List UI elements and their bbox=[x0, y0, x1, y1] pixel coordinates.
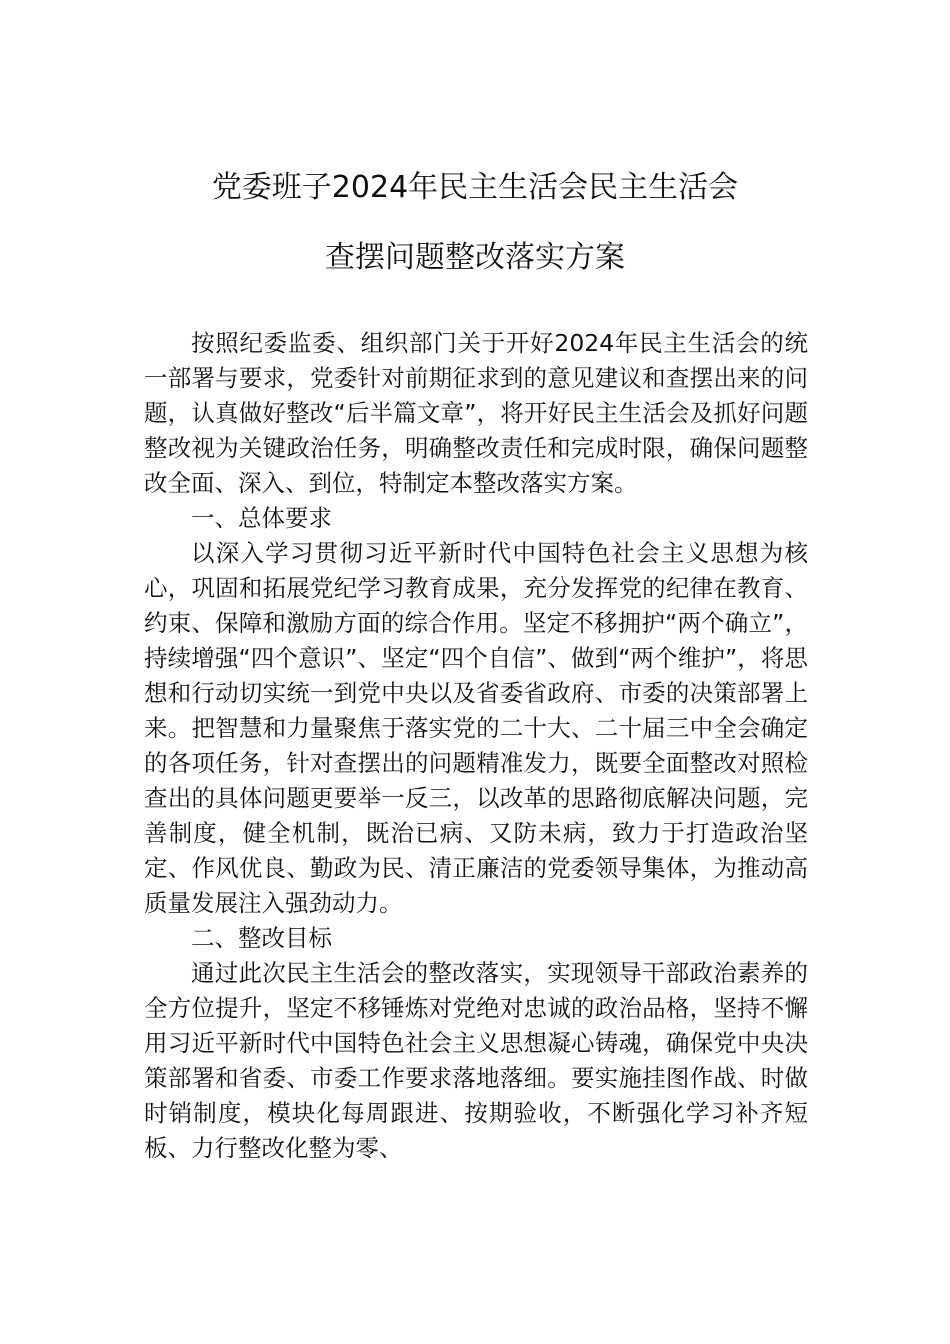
section-heading-general-requirements: 一、总体要求 bbox=[191, 504, 332, 532]
intro-paragraph: 按照纪委监委、组织部门关于开好2024年民主生活会的统一部署与要求，党委针对前期征求到的意见建议和查摆出来的问题，认真做好整改“后半篇文章”，将开好民主生活会及抓好问题整改视为关键政治任务，明确整改责任和完成时限，确保问题整改全面、深入、到位，特制定本整改落实方案。 bbox=[144, 329, 808, 497]
document-title-line-2: 查摆问题整改落实方案 bbox=[325, 240, 625, 275]
general-requirements-paragraph: 以深入学习贯彻习近平新时代中国特色社会主义思想为核心，巩固和拓展党纪学习教育成果，充分发挥党的纪律在教育、约束、保障和激励方面的综合作用。坚定不移拥护“两个确立”，持续增强“四个意识”、坚定“四个自信”、做到“两个维护”，将思想和行动切实统一到党中央以及省委省政府、市委的决策部署上来。把智慧和力量聚焦于落实党的二十大、二十届三中全会确定的各项任务，针对查摆出的问题精准发力，既要全面整改对照检查出的具体问题更要举一反三，以改革的思路彻底解决问题，完善制度，健全机制，既治已病、又防未病，致力于打造政治坚定、作风优良、勤政为民、清正廉洁的党委领导集体，为推动高质量发展注入强劲动力。 bbox=[144, 539, 808, 917]
section-heading-rectification-goals: 二、整改目标 bbox=[191, 924, 332, 952]
rectification-goals-paragraph: 通过此次民主生活会的整改落实，实现领导干部政治素养的全方位提升，坚定不移锤炼对党绝对忠诚的政治品格，坚持不懈用习近平新时代中国特色社会主义思想凝心铸魂，确保党中央决策部署和省委、市委工作要求落地落细。要实施挂图作战、时做时销制度，模块化每周跟进、按期验收，不断强化学习补齐短板、力行整改化整为零、 bbox=[144, 959, 808, 1162]
document-body bbox=[144, 326, 808, 1166]
document-title-line-1: 党委班子2024年民主生活会民主生活会 bbox=[211, 170, 739, 205]
